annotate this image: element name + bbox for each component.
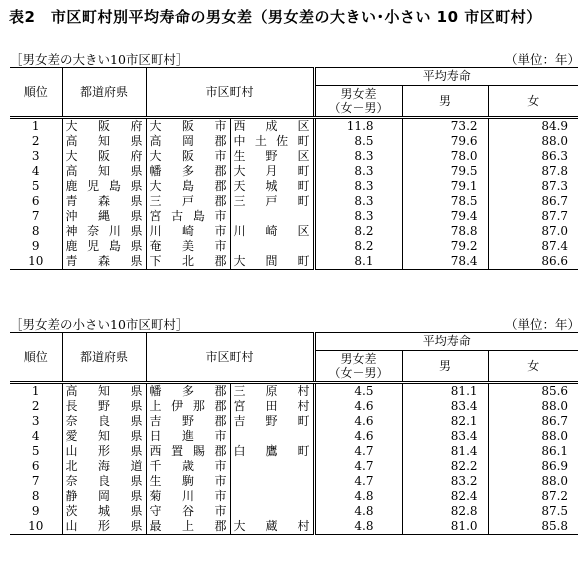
male-cell: 83.4: [402, 429, 488, 444]
municipality-cell: 大島郡: [146, 179, 230, 194]
rank-cell: 6: [31, 459, 40, 473]
ward-town-cell: 大間町: [230, 254, 314, 270]
difference-cell: 4.7: [314, 444, 402, 459]
municipality-cell: 幡多郡: [146, 164, 230, 179]
municipality-cell: 大阪市: [146, 118, 230, 135]
prefecture-cell: 青森県: [62, 194, 146, 209]
prefecture-cell: 北海道: [62, 459, 146, 474]
header-prefecture: 都道府県: [62, 333, 146, 383]
male-cell: 78.4: [402, 254, 488, 270]
rank-cell: 8: [31, 489, 40, 503]
prefecture-cell: 大阪府: [62, 149, 146, 164]
header-life-expectancy: 平均寿命: [314, 333, 578, 351]
male-cell: 79.5: [402, 164, 488, 179]
table-row: [10, 444, 578, 459]
page-title: 表2 市区町村別平均寿命の男女差（男女差の大きい･小さい 10 市区町村）: [9, 8, 542, 26]
female-cell: 86.7: [488, 194, 578, 209]
municipality-cell: 生駒市: [146, 474, 230, 489]
prefecture-cell: 青森県: [62, 254, 146, 270]
female-cell: 86.1: [488, 444, 578, 459]
ward-town-cell: 吉野町: [230, 414, 314, 429]
ward-town-cell: 大月町: [230, 164, 314, 179]
female-cell: 86.3: [488, 149, 578, 164]
municipality-cell: 下北郡: [146, 254, 230, 270]
ward-town-cell: [230, 239, 314, 254]
municipality-cell: 千歳市: [146, 459, 230, 474]
prefecture-cell: 長野県: [62, 399, 146, 414]
ward-town-cell: 西成区: [230, 118, 314, 135]
ward-town-cell: 大蔵村: [230, 519, 314, 535]
difference-cell: 8.2: [314, 239, 402, 254]
female-cell: 87.2: [488, 489, 578, 504]
table-row: [10, 149, 578, 164]
table-row: [10, 224, 578, 239]
prefecture-cell: 静岡県: [62, 489, 146, 504]
prefecture-cell: 神奈川県: [62, 224, 146, 239]
female-cell: 88.0: [488, 429, 578, 444]
municipality-cell: 幡多郡: [146, 383, 230, 400]
difference-cell: 4.6: [314, 399, 402, 414]
female-cell: 88.0: [488, 474, 578, 489]
female-cell: 85.6: [488, 383, 578, 400]
ward-town-cell: [230, 209, 314, 224]
female-cell: 87.3: [488, 179, 578, 194]
difference-cell: 8.3: [314, 194, 402, 209]
municipality-cell: 奄美市: [146, 239, 230, 254]
difference-cell: 4.6: [314, 414, 402, 429]
prefecture-cell: 山形県: [62, 444, 146, 459]
male-cell: 81.1: [402, 383, 488, 400]
female-cell: 87.8: [488, 164, 578, 179]
municipality-cell: 宮古島市: [146, 209, 230, 224]
prefecture-cell: 高知県: [62, 134, 146, 149]
rank-cell: 7: [31, 474, 40, 488]
female-cell: 88.0: [488, 134, 578, 149]
table-row: [10, 474, 578, 489]
female-cell: 86.7: [488, 414, 578, 429]
male-cell: 79.2: [402, 239, 488, 254]
table-row: [10, 254, 578, 270]
header-male: 男: [402, 351, 488, 383]
municipality-cell: 大阪市: [146, 149, 230, 164]
header-life-expectancy: 平均寿命: [314, 68, 578, 86]
rank-cell: 7: [31, 209, 40, 223]
female-cell: 85.8: [488, 519, 578, 535]
ward-town-cell: 天城町: [230, 179, 314, 194]
rank-cell: 4: [31, 164, 40, 178]
table-row: [10, 194, 578, 209]
rank-cell: 1: [31, 384, 40, 398]
ward-town-cell: [230, 459, 314, 474]
rank-cell: 1: [31, 119, 40, 133]
large-table-unit: （単位：年）: [504, 52, 580, 67]
table-row: [10, 429, 578, 444]
ward-town-cell: [230, 474, 314, 489]
table-row: [10, 399, 578, 414]
table-row: [10, 383, 578, 400]
difference-cell: 8.3: [314, 164, 402, 179]
difference-cell: 4.7: [314, 459, 402, 474]
municipality-cell: 最上郡: [146, 519, 230, 535]
male-cell: 82.1: [402, 414, 488, 429]
municipality-cell: 川崎市: [146, 224, 230, 239]
female-cell: 87.4: [488, 239, 578, 254]
prefecture-cell: 鹿児島県: [62, 179, 146, 194]
difference-cell: 4.6: [314, 429, 402, 444]
header-municipality: 市区町村: [146, 333, 314, 383]
header-municipality: 市区町村: [146, 68, 314, 118]
header-female: 女: [488, 86, 578, 118]
table-row: [10, 164, 578, 179]
female-cell: 84.9: [488, 118, 578, 135]
municipality-cell: 菊川市: [146, 489, 230, 504]
prefecture-cell: 鹿児島県: [62, 239, 146, 254]
municipality-cell: 三戸郡: [146, 194, 230, 209]
table-row: [10, 489, 578, 504]
difference-cell: 4.8: [314, 489, 402, 504]
male-cell: 81.4: [402, 444, 488, 459]
female-cell: 86.9: [488, 459, 578, 474]
female-cell: 87.0: [488, 224, 578, 239]
male-cell: 82.2: [402, 459, 488, 474]
municipality-cell: 高岡郡: [146, 134, 230, 149]
table-row: [10, 239, 578, 254]
ward-town-cell: [230, 504, 314, 519]
difference-cell: 11.8: [314, 118, 402, 135]
header-difference: 男女差 （女－男）: [314, 86, 402, 118]
rank-cell: 3: [31, 414, 40, 428]
ward-town-cell: 宮田村: [230, 399, 314, 414]
small-table-caption: ［男女差の小さい10市区町村］: [10, 317, 189, 332]
table-row: [10, 519, 578, 535]
difference-cell: 8.3: [314, 179, 402, 194]
prefecture-cell: 高知県: [62, 383, 146, 400]
rank-cell: 5: [31, 179, 40, 193]
male-cell: 83.2: [402, 474, 488, 489]
prefecture-cell: 愛知県: [62, 429, 146, 444]
ward-town-cell: [230, 489, 314, 504]
ward-town-cell: 三戸町: [230, 194, 314, 209]
table-row: [10, 209, 578, 224]
table-row: [10, 134, 578, 149]
difference-cell: 8.3: [314, 209, 402, 224]
header-rank: 順位: [10, 333, 62, 383]
male-cell: 78.5: [402, 194, 488, 209]
municipality-cell: 吉野郡: [146, 414, 230, 429]
rank-cell: 2: [31, 134, 40, 148]
rank-cell: 2: [31, 399, 40, 413]
male-cell: 81.0: [402, 519, 488, 535]
ward-town-cell: 中土佐町: [230, 134, 314, 149]
header-rank: 順位: [10, 68, 62, 118]
male-cell: 78.0: [402, 149, 488, 164]
female-cell: 86.6: [488, 254, 578, 270]
male-cell: 73.2: [402, 118, 488, 135]
municipality-cell: 守谷市: [146, 504, 230, 519]
ward-town-cell: 川崎区: [230, 224, 314, 239]
table-row: [10, 459, 578, 474]
rank-cell: 6: [31, 194, 40, 208]
prefecture-cell: 高知県: [62, 164, 146, 179]
male-cell: 79.4: [402, 209, 488, 224]
prefecture-cell: 大阪府: [62, 118, 146, 135]
female-cell: 87.7: [488, 209, 578, 224]
ward-town-cell: [230, 429, 314, 444]
difference-cell: 8.2: [314, 224, 402, 239]
rank-cell: 3: [31, 149, 40, 163]
difference-cell: 4.8: [314, 504, 402, 519]
difference-cell: 4.8: [314, 519, 402, 535]
rank-cell: 10: [10, 254, 62, 270]
prefecture-cell: 奈良県: [62, 414, 146, 429]
header-male: 男: [402, 86, 488, 118]
header-prefecture: 都道府県: [62, 68, 146, 118]
small-table-unit: （単位：年）: [504, 317, 580, 332]
prefecture-cell: 奈良県: [62, 474, 146, 489]
female-cell: 88.0: [488, 399, 578, 414]
difference-cell: 8.3: [314, 149, 402, 164]
rank-cell: 10: [10, 519, 62, 535]
ward-town-cell: 生野区: [230, 149, 314, 164]
prefecture-cell: 茨城県: [62, 504, 146, 519]
header-female: 女: [488, 351, 578, 383]
male-cell: 83.4: [402, 399, 488, 414]
ward-town-cell: 三原村: [230, 383, 314, 400]
male-cell: 79.1: [402, 179, 488, 194]
municipality-cell: 上伊那郡: [146, 399, 230, 414]
male-cell: 82.8: [402, 504, 488, 519]
rank-cell: 9: [31, 504, 40, 518]
prefecture-cell: 沖縄県: [62, 209, 146, 224]
rank-cell: 5: [31, 444, 40, 458]
male-cell: 78.8: [402, 224, 488, 239]
ward-town-cell: 白鷹町: [230, 444, 314, 459]
large-difference-table: [10, 67, 578, 270]
municipality-cell: 西置賜郡: [146, 444, 230, 459]
rank-cell: 9: [31, 239, 40, 253]
difference-cell: 8.1: [314, 254, 402, 270]
difference-cell: 4.7: [314, 474, 402, 489]
difference-cell: 4.5: [314, 383, 402, 400]
difference-cell: 8.5: [314, 134, 402, 149]
table-row: [10, 179, 578, 194]
rank-cell: 4: [31, 429, 40, 443]
large-table-caption: ［男女差の大きい10市区町村］: [10, 52, 189, 67]
municipality-cell: 日進市: [146, 429, 230, 444]
female-cell: 87.5: [488, 504, 578, 519]
header-difference: 男女差 （女－男）: [314, 351, 402, 383]
table-row: [10, 414, 578, 429]
prefecture-cell: 山形県: [62, 519, 146, 535]
table-row: [10, 118, 578, 135]
table-row: [10, 504, 578, 519]
rank-cell: 8: [31, 224, 40, 238]
small-difference-table: [10, 332, 578, 535]
male-cell: 82.4: [402, 489, 488, 504]
male-cell: 79.6: [402, 134, 488, 149]
